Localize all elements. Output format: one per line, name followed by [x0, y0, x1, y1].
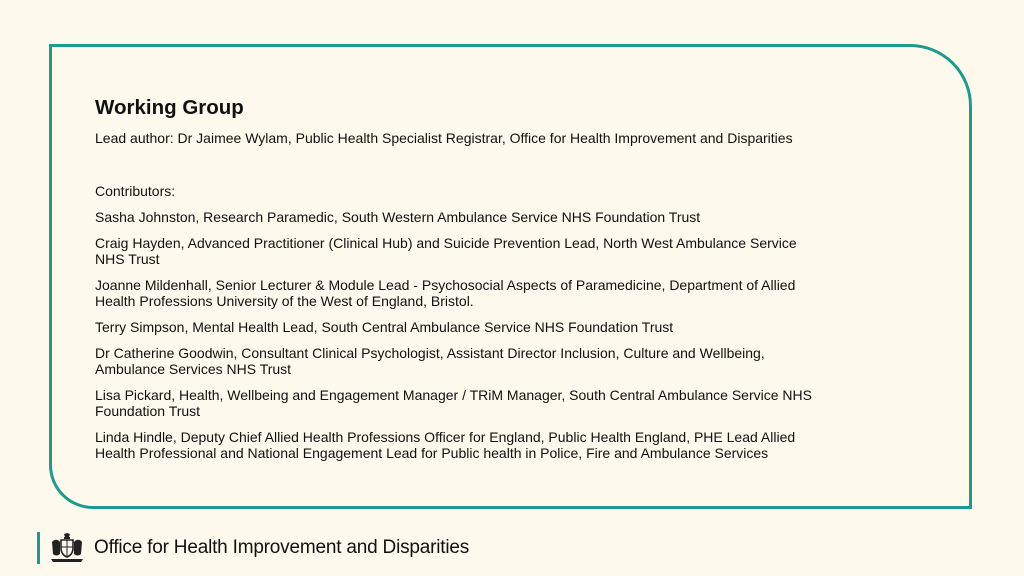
contributor-item: Linda Hindle, Deputy Chief Allied Health Professions Officer for England, Public Health England, PHE Lead Allied Health Professional and National Engagement Lead for Public health in Police, Fire and Ambulance Services — [95, 429, 796, 461]
footer-logo — [37, 532, 469, 564]
lead-author-text: Lead author: Dr Jaimee Wylam, Public Health Specialist Registrar, Office for Health Improvement and Disparities — [95, 130, 793, 146]
footer-accent-bar — [37, 532, 40, 564]
royal-crest-icon — [48, 532, 86, 564]
contributor-item: Sasha Johnston, Research Paramedic, South Western Ambulance Service NHS Foundation Trust — [95, 209, 701, 225]
contributors-label: Contributors: — [95, 183, 176, 199]
contributor-item: Dr Catherine Goodwin, Consultant Clinical Psychologist, Assistant Director Inclusion, Culture and Wellbeing, Ambulance Services NHS Trust — [95, 345, 765, 377]
page-title: Working Group — [95, 96, 244, 119]
footer-org-name: Office for Health Improvement and Disparities — [94, 537, 470, 558]
contributor-item: Lisa Pickard, Health, Wellbeing and Engagement Manager / TRiM Manager, South Central Ambulance Service NHS Foundation Trust — [95, 387, 812, 419]
contributor-item: Craig Hayden, Advanced Practitioner (Clinical Hub) and Suicide Prevention Lead, North West Ambulance Service NHS Trust — [95, 235, 797, 267]
working-group-content — [95, 96, 825, 471]
contributor-item: Terry Simpson, Mental Health Lead, South Central Ambulance Service NHS Foundation Trust — [95, 319, 674, 335]
contributor-item: Joanne Mildenhall, Senior Lecturer & Module Lead - Psychosocial Aspects of Paramedicine, Department of Allied Health Professions University of the West of England, Bristol. — [95, 277, 796, 309]
